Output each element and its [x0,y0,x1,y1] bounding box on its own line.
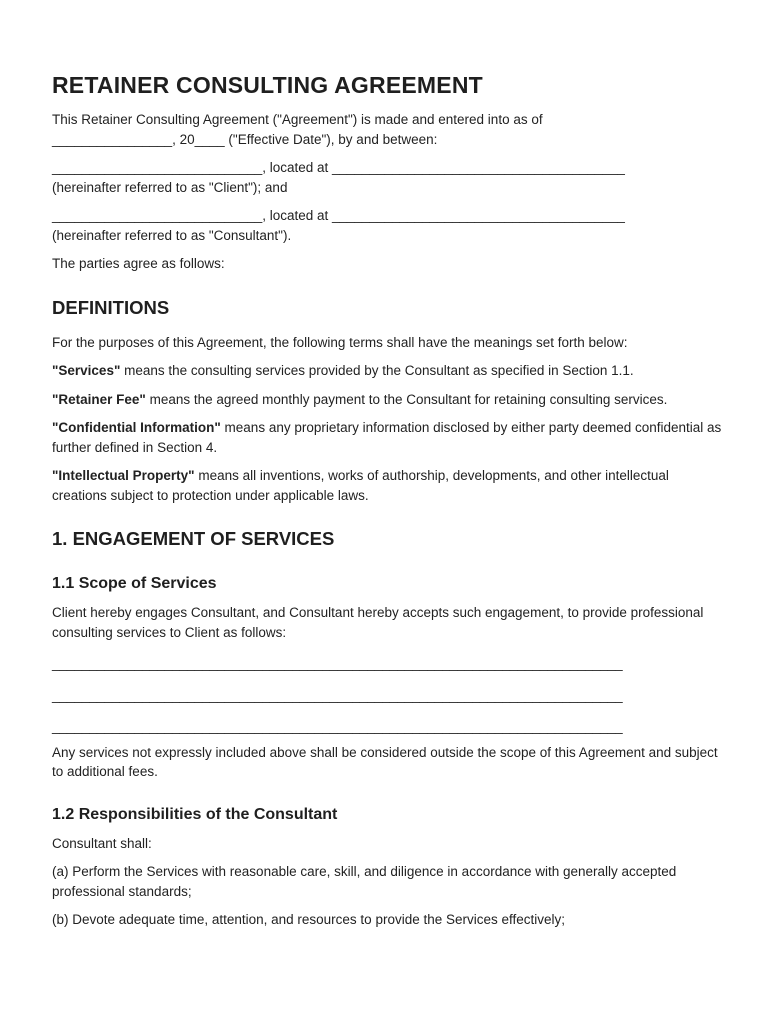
definition-item [52,418,722,457]
scope-intro: Client hereby engages Consultant, and Consultant hereby accepts such engagement, to provide professional consulting services to Client as follows: [52,605,704,640]
scope-outro: Any services not expressly included above shall be considered outside the scope of this Agreement and subject to additional fees. [52,744,718,779]
definition-text: means the consulting services provided by the Consultant as specified in Section 1.1. [120,363,634,378]
definition-item [52,361,722,381]
party-client-line: ____________________________, located at _______________________________________ [52,160,625,175]
section-1-heading: 1. ENGAGEMENT OF SERVICES [52,528,335,549]
responsibility-item: (b) Devote adequate time, attention, and resources to provide the Services effectively; [52,912,566,927]
definitions-heading: DEFINITIONS [52,296,170,318]
definition-text: means the agreed monthly payment to the Consultant for retaining consulting services. [145,391,668,407]
intro-paragraph [52,110,722,149]
definition-item [52,390,722,410]
party-consultant-role: (hereinafter referred to as "Consultant"). [52,227,292,243]
scope-blank-line: ____________________________________________________________________________ [52,687,623,703]
party-client-role: (hereinafter referred to as "Client"); and [52,179,288,195]
definition-term: "Confidential Information" [52,420,221,435]
definition-text: means any proprietary information disclosed by either party deemed confidential as further defined in Section 4. [52,420,722,455]
definition-term: "Intellectual Property" [52,468,195,483]
party-consultant-line: ____________________________, located at _______________________________________ [52,208,625,223]
definition-term: "Services" [52,363,121,378]
section-1-1-heading: 1.1 Scope of Services [52,575,217,592]
responsibility-item: (a) Perform the Services with reasonable care, skill, and diligence in accordance with generally accepted professional standards; [52,864,677,899]
scope-blank-line: ____________________________________________________________________________ [52,656,623,671]
definition-text: means all inventions, works of authorship, developments, and other intellectual creations subject to protection under applicable laws. [52,468,669,503]
section-1-2-heading: 1.2 Responsibilities of the Consultant [52,805,338,823]
definition-term: "Retainer Fee" [52,391,146,407]
document-content [52,70,722,939]
intro-line-1: This Retainer Consulting Agreement ("Agreement") is made and entered into as of [52,112,543,127]
document-title: RETAINER CONSULTING AGREEMENT [52,72,483,98]
responsibilities-intro: Consultant shall: [52,835,152,851]
intro-line-2: ________________, 20____ ("Effective Date"), by and between: [52,131,438,147]
party-consultant [52,206,722,245]
definitions-intro: For the purposes of this Agreement, the following terms shall have the meanings set forth below: [52,334,628,350]
definition-item [52,466,722,505]
scope-blank-line: ____________________________________________________________________________ [52,719,623,734]
agree-statement: The parties agree as follows: [52,256,225,271]
party-client [52,158,722,197]
